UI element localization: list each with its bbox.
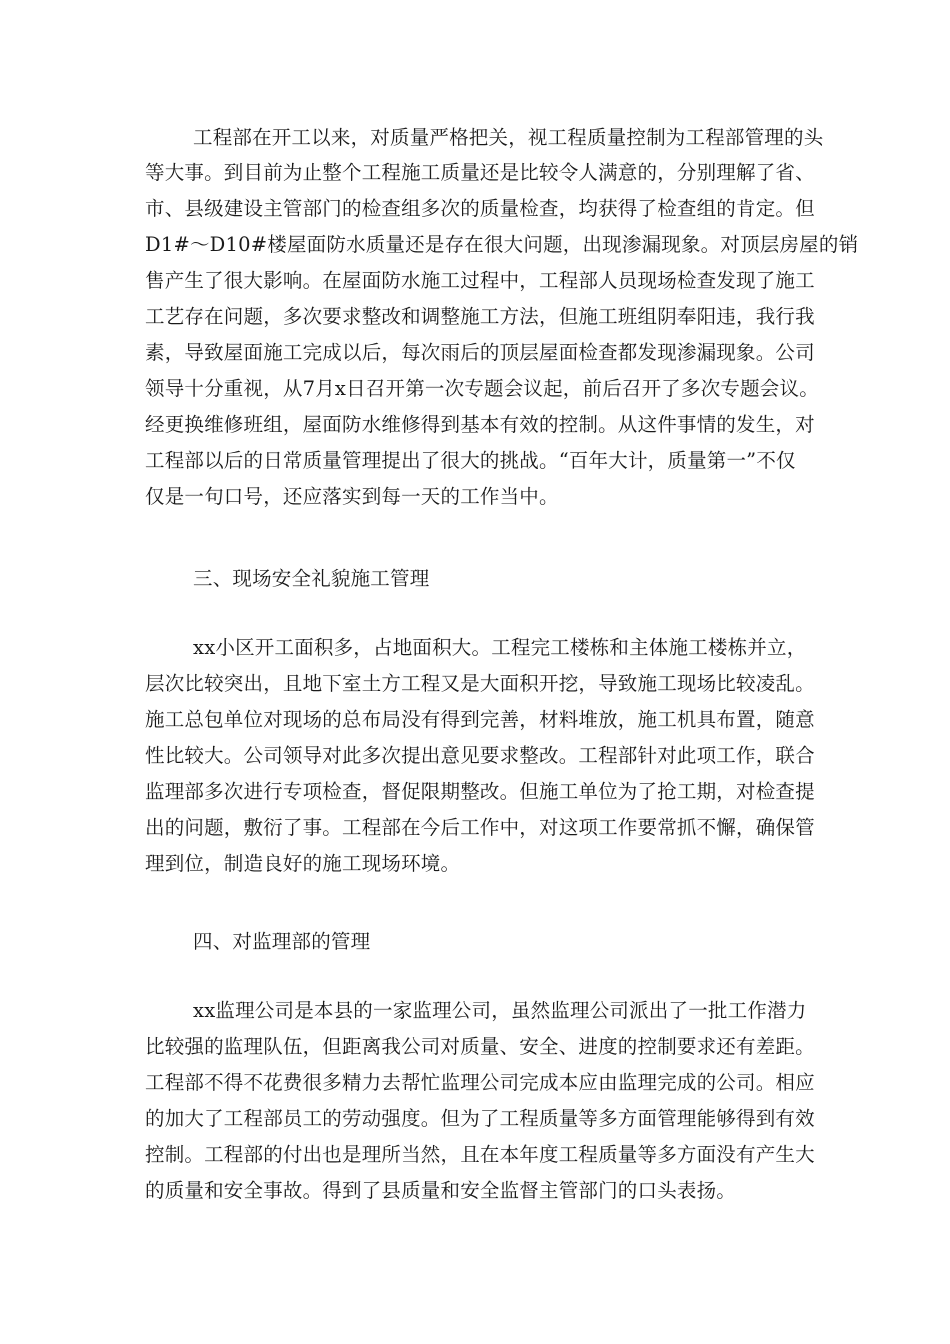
paragraph-line: 工艺存在问题，多次要求整改和调整施工方法，但施工班组阴奉阳违，我行我 — [145, 305, 815, 328]
paragraph-line: 工程部以后的日常质量管理提出了很大的挑战。“百年大计，质量第一”不仅 — [145, 449, 796, 472]
paragraph-line: xx小区开工面积多，占地面积大。工程完工楼栋和主体施工楼栋并立， — [193, 636, 807, 659]
paragraph-line: 经更换维修班组，屋面防水维修得到基本有效的控制。从这件事情的发生，对 — [145, 413, 815, 436]
paragraph-line: 市、县级建设主管部门的检查组多次的质量检查，均获得了检查组的肯定。但 — [145, 197, 815, 220]
paragraph-line: 控制。工程部的付出也是理所当然，且在本年度工程质量等多方面没有产生大 — [145, 1143, 815, 1166]
paragraph-line: 的质量和安全事故。得到了县质量和安全监督主管部门的口头表扬。 — [145, 1179, 737, 1202]
paragraph-line: 售产生了很大影响。在屋面防水施工过程中，工程部人员现场检查发现了施工 — [145, 269, 815, 292]
section-heading-site-safety: 三、现场安全礼貌施工管理 — [193, 567, 430, 590]
paragraph-line: 理到位，制造良好的施工现场环境。 — [145, 852, 461, 875]
paragraph-line: 施工总包单位对现场的总布局没有得到完善，材料堆放，施工机具布置，随意 — [145, 708, 815, 731]
section-heading-supervision: 四、对监理部的管理 — [193, 930, 371, 953]
paragraph-line: 比较强的监理队伍，但距离我公司对质量、安全、进度的控制要求还有差距。 — [145, 1035, 815, 1058]
paragraph-line: 的加大了工程部员工的劳动强度。但为了工程质量等多方面管理能够得到有效 — [145, 1107, 815, 1130]
paragraph-line: 工程部在开工以来，对质量严格把关，视工程质量控制为工程部管理的头 — [193, 126, 824, 149]
paragraph-line: 性比较大。公司领导对此多次提出意见要求整改。工程部针对此项工作，联合 — [145, 744, 815, 767]
paragraph-line: 仅是一句口号，还应落实到每一天的工作当中。 — [145, 485, 559, 508]
paragraph-line: 领导十分重视，从7月x日召开第一次专题会议起，前后召开了多次专题会议。 — [145, 377, 819, 400]
paragraph-line: 素，导致屋面施工完成以后，每次雨后的顶层屋面检查都发现渗漏现象。公司 — [145, 341, 815, 364]
paragraph-line: 层次比较突出，且地下室土方工程又是大面积开挖，导致施工现场比较凌乱。 — [145, 672, 815, 695]
paragraph-line: 等大事。到目前为止整个工程施工质量还是比较令人满意的，分别理解了省、 — [145, 161, 815, 184]
paragraph-line: 工程部不得不花费很多精力去帮忙监理公司完成本应由监理完成的公司。相应 — [145, 1071, 815, 1094]
paragraph-line: 监理部多次进行专项检查，督促限期整改。但施工单位为了抢工期，对检查提 — [145, 780, 815, 803]
paragraph-line: D1#～D10#楼屋面防水质量还是存在很大问题，出现渗漏现象。对顶层房屋的销 — [145, 233, 859, 256]
paragraph-line: xx监理公司是本县的一家监理公司，虽然监理公司派出了一批工作潜力 — [193, 999, 807, 1022]
paragraph-line: 出的问题，敷衍了事。工程部在今后工作中，对这项工作要常抓不懈，确保管 — [145, 816, 815, 839]
